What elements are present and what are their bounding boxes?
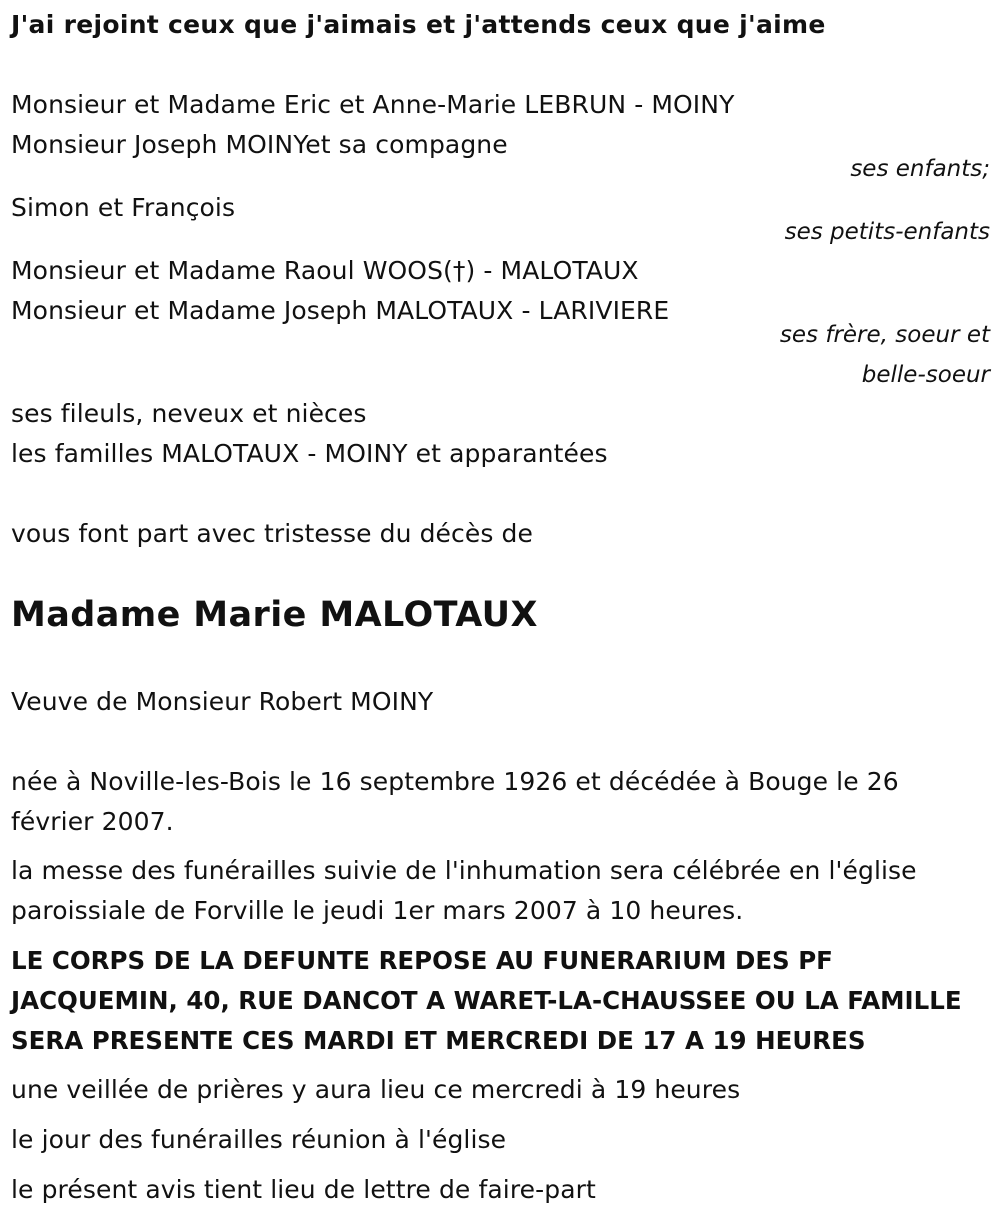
grandchildren-label: ses petits-enfants xyxy=(784,219,990,245)
others-line-1: ses fileuls, neveux et nièces xyxy=(11,399,367,428)
title-quote: J'ai rejoint ceux que j'aimais et j'attends ceux que j'aime xyxy=(11,10,826,39)
announcement: vous font part avec tristesse du décès de xyxy=(11,519,533,548)
body-rests-line-3: SERA PRESENTE CES MARDI ET MERCREDI DE 17 A 19 HEURES xyxy=(11,1026,866,1055)
body-rests-line-1: LE CORPS DE LA DEFUNTE REPOSE AU FUNERARIUM DES PF xyxy=(11,946,833,975)
siblings-label-line-2: belle-soeur xyxy=(861,362,990,388)
birth-death-line-1: née à Noville-les-Bois le 16 septembre 1926 et décédée à Bouge le 26 xyxy=(11,767,899,796)
gathering: le jour des funérailles réunion à l'église xyxy=(11,1125,507,1154)
others-line-2: les familles MALOTAUX - MOINY et apparantées xyxy=(11,439,608,468)
grandchildren-names: Simon et François xyxy=(11,193,236,222)
siblings-label-line-1: ses frère, soeur et xyxy=(779,322,990,348)
sibling-name-1: Monsieur et Madame Raoul WOOS(†) - MALOTAUX xyxy=(11,256,639,285)
mass-info-line-1: la messe des funérailles suivie de l'inhumation sera célébrée en l'église xyxy=(11,856,917,885)
child-name-2: Monsieur Joseph MOINYet sa compagne xyxy=(11,130,508,159)
mass-info-line-2: paroissiale de Forville le jeudi 1er mars 2007 à 10 heures. xyxy=(11,896,744,925)
children-label: ses enfants; xyxy=(850,156,990,182)
widow-of: Veuve de Monsieur Robert MOINY xyxy=(11,687,434,716)
child-name-1: Monsieur et Madame Eric et Anne-Marie LEBRUN - MOINY xyxy=(11,90,735,119)
notice: le présent avis tient lieu de lettre de faire-part xyxy=(11,1175,596,1204)
birth-death-line-2: février 2007. xyxy=(11,807,174,836)
sibling-name-2: Monsieur et Madame Joseph MALOTAUX - LARIVIERE xyxy=(11,296,670,325)
body-rests-line-2: JACQUEMIN, 40, RUE DANCOT A WARET-LA-CHAUSSEE OU LA FAMILLE xyxy=(11,986,962,1015)
vigil: une veillée de prières y aura lieu ce mercredi à 19 heures xyxy=(11,1075,741,1104)
deceased-name: Madame Marie MALOTAUX xyxy=(11,595,538,635)
